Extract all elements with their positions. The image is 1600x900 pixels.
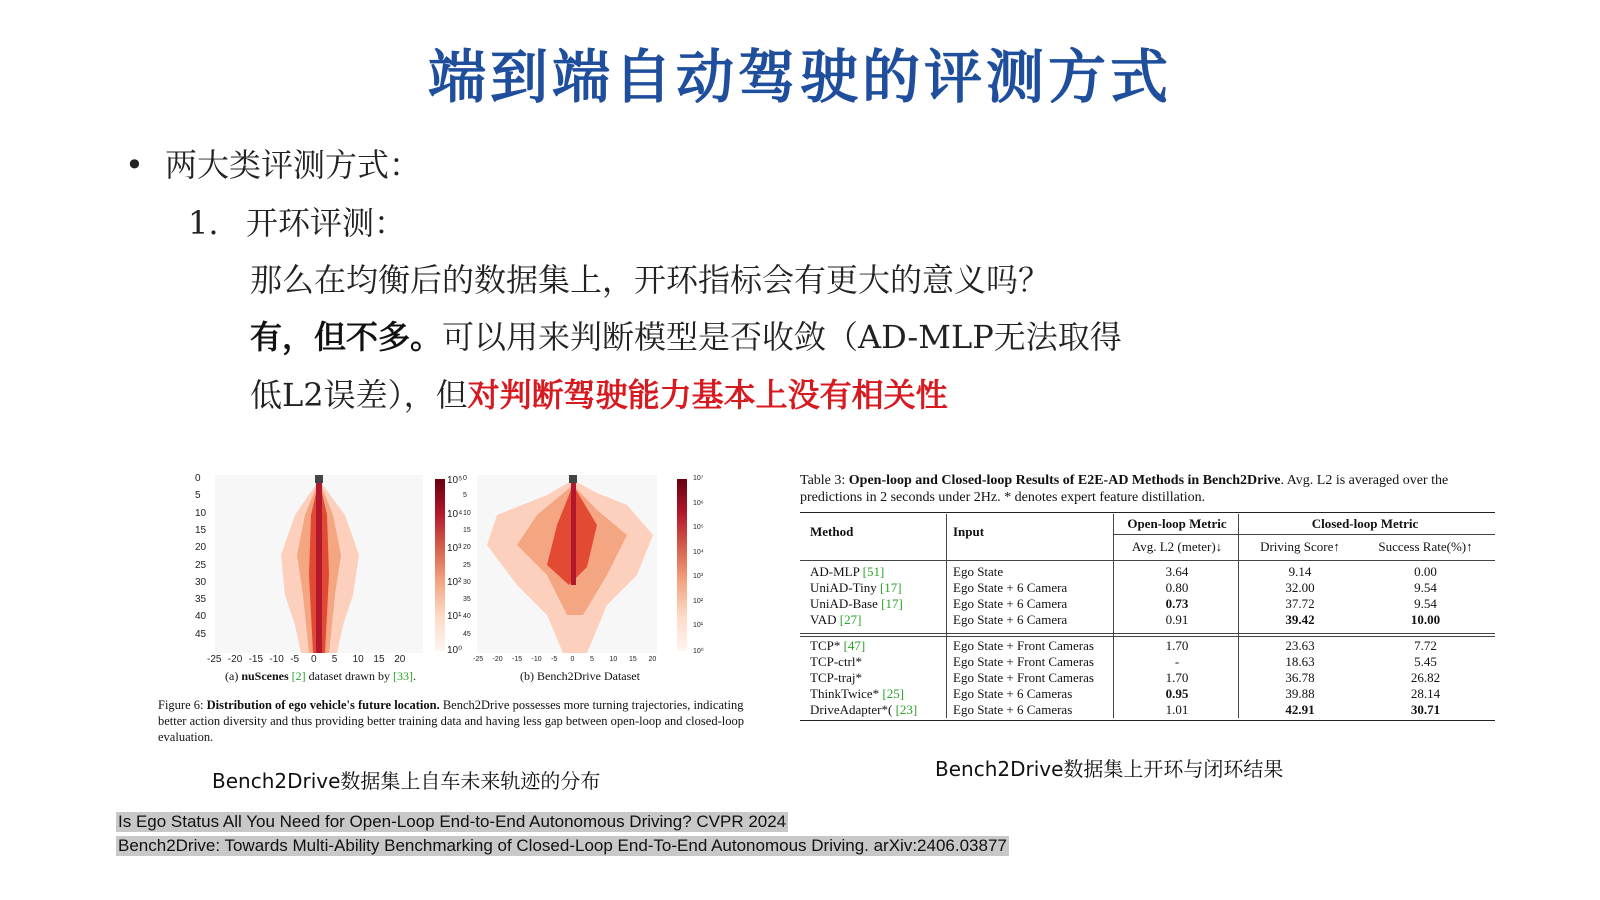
cell-ds: 36.78	[1285, 670, 1315, 685]
subcaption-b: (b) Bench2Drive Dataset	[520, 669, 640, 683]
item-1-text: 开环评测：	[246, 204, 407, 242]
method-name: ThinkTwice*	[810, 686, 883, 701]
cell-sr: 10.00	[1410, 612, 1441, 627]
method-name: TCP-ctrl*	[810, 654, 862, 669]
header-method: Method	[810, 524, 854, 539]
header-closed: Closed-loop Metric	[1311, 516, 1419, 531]
cell-input: Ego State + 6 Cameras	[953, 702, 1073, 717]
cell-l2: -	[1174, 654, 1180, 669]
method-ref[interactable]: [25]	[882, 686, 905, 701]
right-y-tick: 20	[463, 544, 471, 552]
right-x-tick: 15	[629, 656, 637, 663]
right-x-tick: -15	[512, 656, 523, 663]
subcaption-a	[225, 669, 416, 684]
right-x-tick: -10	[531, 656, 542, 663]
right-colorbar-tick: 10²	[693, 597, 704, 605]
table-row	[800, 580, 1500, 596]
heat-core	[571, 475, 576, 585]
item-1-number: 1.	[188, 204, 219, 242]
cell-input: Ego State + 6 Camera	[953, 612, 1068, 627]
subcaption-a-end: .	[412, 669, 416, 683]
right-y-tick: 10	[463, 509, 471, 517]
cell-method	[810, 580, 902, 596]
left-x-tick: 10	[352, 654, 364, 665]
answer-line-2	[250, 370, 948, 416]
table-bottom-rule	[800, 720, 1495, 721]
cell-ds: 39.88	[1285, 686, 1315, 701]
left-x-tick: -5	[290, 654, 300, 665]
left-colorbar-tick: 10⁵	[447, 475, 463, 486]
group-rule-2	[800, 636, 1495, 637]
cell-method	[810, 654, 862, 670]
right-y-tick: 45	[463, 630, 471, 638]
cell-sr: 9.54	[1414, 580, 1437, 595]
figure-caption	[158, 697, 753, 745]
cell-l2: 1.70	[1165, 670, 1189, 685]
left-x-tick: -25	[207, 654, 222, 665]
right-y-tick: 30	[463, 578, 471, 586]
right-y-tick: 15	[463, 526, 471, 534]
right-colorbar	[677, 479, 687, 651]
question-text: 那么在均衡后的数据集上，开环指标会有更大的意义吗？	[250, 261, 1051, 299]
subcaption-a-mid: dataset drawn by	[305, 669, 393, 683]
nuscenes-heatmap	[215, 475, 423, 653]
table-row	[800, 612, 1500, 628]
right-colorbar-tick: 10⁴	[693, 548, 704, 556]
left-y-tick: 30	[195, 576, 207, 588]
right-x-tick: 10	[609, 656, 618, 663]
cell-ds: 42.91	[1285, 702, 1315, 717]
left-colorbar-tick: 10¹	[447, 611, 462, 622]
right-x-tick: -20	[492, 656, 503, 663]
cell-method	[810, 596, 903, 612]
table-row	[800, 564, 1500, 580]
bullet-dot: •	[125, 146, 144, 184]
table-group-1	[800, 564, 1500, 630]
left-y-tick: 25	[195, 559, 207, 571]
table-caption-text: . Avg. L2 is averaged over the predictions in 2 seconds under 2Hz. * denotes expert feature distillation.	[800, 473, 1449, 505]
left-colorbar-tick: 10²	[447, 577, 462, 588]
left-y-tick: 40	[195, 611, 207, 623]
table-caption-label: Table 3:	[800, 473, 849, 488]
cell-sr: 30.71	[1410, 702, 1441, 717]
header-mid-rule	[1113, 534, 1495, 535]
answer-bold: 有，但不多。	[250, 318, 443, 356]
reference-2: Bench2Drive: Towards Multi-Ability Benchmarking of Closed-Loop End-To-End Autonomous Driving. arXiv:2406.03877	[118, 836, 1007, 855]
cell-input: Ego State + Front Cameras	[953, 670, 1094, 685]
cell-l2: 0.73	[1165, 596, 1189, 611]
figure-caption-label: Figure 6:	[158, 698, 207, 712]
cell-sr: 9.54	[1414, 596, 1437, 611]
right-y-tick: 5	[463, 492, 467, 500]
cell-method	[810, 670, 862, 686]
bullet-text: 两大类评测方式：	[165, 146, 422, 184]
right-y-tick: 35	[463, 596, 471, 604]
item-1	[188, 198, 406, 244]
left-colorbar-tick: 10⁰	[447, 645, 463, 656]
left-y-tick: 0	[195, 473, 201, 484]
table-group-2	[800, 638, 1500, 718]
cell-l2: 0.95	[1165, 686, 1189, 701]
method-name: UniAD-Tiny	[810, 580, 880, 595]
method-ref[interactable]: [17]	[881, 596, 903, 611]
right-y-tick: 40	[463, 613, 471, 621]
cell-ds: 37.72	[1285, 596, 1315, 611]
method-ref[interactable]: [23]	[895, 702, 918, 717]
cell-ds: 23.63	[1285, 638, 1315, 653]
method-name: VAD	[810, 612, 840, 627]
cell-l2: 3.64	[1165, 564, 1189, 579]
header-sr: Success Rate(%)↑	[1378, 539, 1473, 554]
cell-ds: 9.14	[1288, 564, 1312, 579]
answer-line-1	[250, 312, 1122, 358]
left-y-tick: 5	[195, 490, 201, 502]
table-row	[800, 702, 1500, 718]
table-top-rule	[800, 512, 1495, 513]
header-open: Open-loop Metric	[1127, 516, 1227, 531]
cell-input: Ego State + 6 Cameras	[953, 686, 1073, 701]
group-rule	[800, 633, 1495, 634]
left-y-tick: 35	[195, 594, 207, 606]
cell-ds: 32.00	[1285, 580, 1315, 595]
cell-l2: 1.01	[1165, 702, 1189, 717]
cell-method	[810, 612, 861, 628]
table-row	[800, 596, 1500, 612]
reference-1: Is Ego Status All You Need for Open-Loop End-to-End Autonomous Driving? CVPR 2024	[118, 812, 787, 831]
answer-red: 对判断驾驶能力基本上没有相关性	[467, 376, 948, 414]
right-x-tick: 5	[590, 656, 594, 663]
method-name: TCP*	[810, 638, 844, 653]
cell-l2: 0.91	[1165, 612, 1189, 627]
cell-method	[810, 702, 917, 718]
method-name: UniAD-Base	[810, 596, 882, 611]
cell-input: Ego State + 6 Camera	[953, 596, 1068, 611]
right-colorbar-tick: 10⁰	[693, 647, 704, 655]
left-y-tick: 45	[195, 628, 207, 640]
cell-method	[810, 564, 884, 580]
cell-input: Ego State + Front Cameras	[953, 638, 1094, 653]
ego-car-icon	[569, 475, 577, 483]
cell-sr: 5.45	[1414, 654, 1437, 669]
figure-caption-text: Bench2Drive possesses more turning trajectories, indicating better action diversity and thus providing better training data and having less gap between open-loop and closed-loop evaluation.	[158, 698, 744, 744]
cell-ds: 39.42	[1285, 612, 1315, 627]
subcaption-a-bold: nuScenes	[241, 669, 289, 683]
cell-sr: 0.00	[1414, 564, 1437, 579]
left-x-tick: -20	[227, 654, 243, 665]
table-row	[800, 638, 1500, 654]
answer-line2-normal: 低L2误差），但	[250, 376, 468, 414]
cell-sr: 26.82	[1410, 670, 1441, 685]
ego-car-icon	[315, 475, 323, 483]
figure-caption-bold: Distribution of ego vehicle's future location.	[206, 698, 440, 712]
method-name: DriveAdapter*(	[810, 702, 896, 717]
header-bottom-rule	[800, 560, 1495, 561]
left-colorbar-tick: 10³	[447, 543, 462, 554]
left-colorbar-tick: 10⁴	[447, 509, 463, 520]
left-x-tick: -10	[269, 654, 284, 665]
right-colorbar-tick: 10¹	[693, 622, 704, 629]
left-x-tick: 15	[373, 654, 385, 665]
heat-core	[316, 475, 322, 653]
cell-sr: 7.72	[1414, 638, 1437, 653]
table-row	[800, 686, 1500, 702]
left-y-tick: 20	[195, 542, 207, 554]
table-row	[800, 654, 1500, 670]
left-x-tick: 20	[394, 654, 406, 665]
method-ref[interactable]: [51]	[862, 564, 885, 579]
header-input: Input	[953, 524, 985, 539]
left-colorbar	[435, 479, 445, 651]
left-y-tick: 10	[195, 507, 207, 519]
right-x-tick: -5	[551, 656, 558, 663]
cell-ds: 18.63	[1285, 654, 1315, 669]
slide-title: 端到端自动驾驶的评测方式	[427, 43, 1172, 111]
method-ref[interactable]: [17]	[879, 580, 902, 595]
right-y-tick: 0	[463, 475, 467, 482]
subcaption-a-ref2[interactable]: [33]	[392, 669, 413, 683]
header-l2: Avg. L2 (meter)↓	[1131, 539, 1223, 554]
right-x-tick: 20	[648, 656, 657, 663]
bench2drive-heatmap	[477, 475, 657, 653]
method-name: AD-MLP	[810, 564, 863, 579]
method-ref[interactable]: [27]	[839, 612, 862, 627]
cell-l2: 0.80	[1165, 580, 1189, 595]
cell-input: Ego State	[953, 564, 1004, 579]
cell-method	[810, 638, 865, 654]
header-ds: Driving Score↑	[1260, 539, 1340, 554]
right-x-tick: 0	[570, 656, 575, 663]
left-y-tick: 15	[195, 524, 207, 536]
table-row	[800, 670, 1500, 686]
answer-normal: 可以用来判断模型是否收敛（AD-MLP无法取得	[442, 318, 1122, 356]
trajectory-figure	[155, 465, 765, 755]
subcaption-a-ref[interactable]: [2]	[291, 669, 306, 683]
right-colorbar-tick: 10³	[693, 573, 704, 580]
method-ref[interactable]: [47]	[843, 638, 866, 653]
method-name: TCP-traj*	[810, 670, 862, 685]
table-caption-bold: Open-loop and Closed-loop Results of E2E-AD Methods in Bench2Drive	[848, 473, 1281, 488]
cell-sr: 28.14	[1410, 686, 1441, 701]
cell-input: Ego State + Front Cameras	[953, 654, 1094, 669]
right-colorbar-tick: 10⁶	[693, 499, 704, 507]
left-x-tick: 0	[311, 654, 317, 665]
right-colorbar-tick: 10⁷	[693, 475, 704, 482]
table-caption	[800, 472, 1500, 506]
bullet-line	[125, 140, 421, 186]
cell-method	[810, 686, 904, 702]
right-colorbar-tick: 10⁵	[693, 524, 704, 531]
left-x-tick: -15	[248, 654, 264, 665]
table-caption-zh: Bench2Drive数据集上开环与闭环结果	[935, 757, 1284, 781]
cell-l2: 1.70	[1165, 638, 1189, 653]
figure-caption-zh: Bench2Drive数据集上自车未来轨迹的分布	[212, 769, 601, 793]
left-x-tick: 5	[331, 654, 338, 665]
right-y-tick: 25	[463, 561, 471, 569]
right-x-tick: -25	[473, 656, 484, 663]
cell-input: Ego State + 6 Camera	[953, 580, 1068, 595]
subcaption-a-prefix: (a)	[225, 669, 242, 683]
